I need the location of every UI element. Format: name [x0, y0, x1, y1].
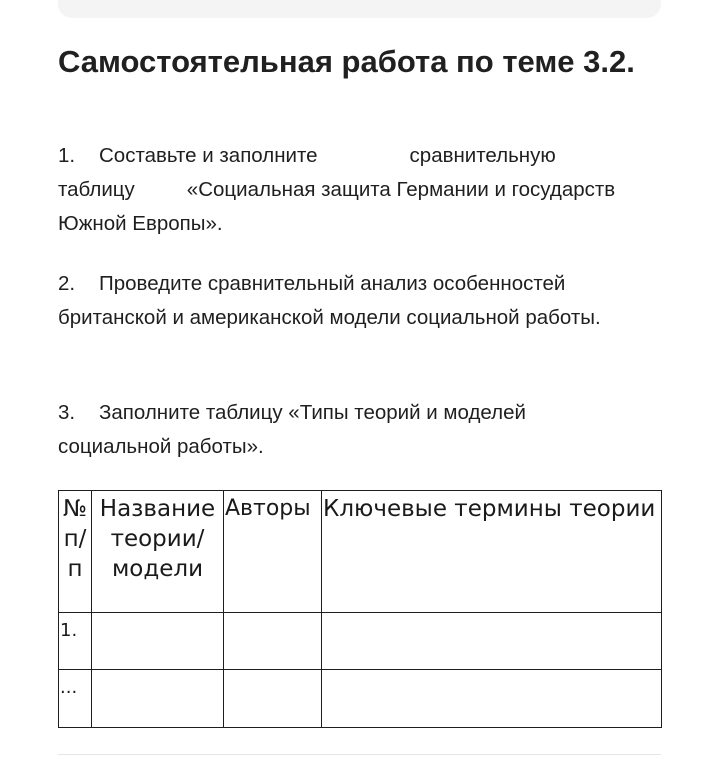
task-3 — [58, 396, 628, 464]
theories-table — [58, 490, 662, 728]
task-3-number: 3. — [58, 401, 76, 424]
header-name-line1: Название — [99, 496, 216, 522]
row-2-theory-name — [92, 670, 224, 728]
row-2-authors — [224, 670, 322, 728]
header-number — [59, 491, 92, 613]
task-1-text-part4: «Социальная защита Германии и государств Южной Европы». — [58, 178, 616, 235]
row-1-theory-name — [92, 612, 224, 670]
task-1 — [58, 139, 628, 241]
section-divider — [58, 754, 661, 755]
table-row — [59, 670, 662, 728]
table-header-row — [59, 491, 662, 613]
header-key-terms: Ключевые термины теории — [322, 491, 662, 613]
task-3-text: Заполните таблицу «Типы теорий и моделей социальной работы». — [58, 401, 526, 458]
header-name-line3: модели — [111, 556, 204, 582]
task-2-text: Проведите сравнительный анализ особенностей британской и американской модели социальной работы. — [58, 272, 601, 329]
task-1-number: 1. — [58, 144, 76, 167]
task-1-text-part2: сравнительную — [409, 144, 556, 167]
task-1-text-part3: таблицу — [58, 178, 135, 201]
header-number-line3: п — [67, 556, 83, 582]
header-theory-name — [92, 491, 224, 613]
row-1-authors — [224, 612, 322, 670]
row-1-key-terms — [322, 612, 662, 670]
header-name-line2: теории/ — [110, 526, 205, 552]
task-2-number: 2. — [58, 272, 76, 295]
task-1-text-part1: Составьте и заполните — [99, 144, 318, 167]
header-number-line2: п/ — [63, 526, 87, 552]
previous-content-card — [58, 0, 661, 18]
row-1-number: 1. — [59, 612, 92, 670]
table-row — [59, 612, 662, 670]
header-authors: Авторы — [224, 491, 322, 613]
header-number-line1: № — [63, 496, 87, 522]
row-2-key-terms — [322, 670, 662, 728]
task-2 — [58, 267, 628, 335]
row-2-number: ... — [59, 670, 92, 728]
page-title: Самостоятельная работа по теме 3.2. — [58, 44, 635, 79]
